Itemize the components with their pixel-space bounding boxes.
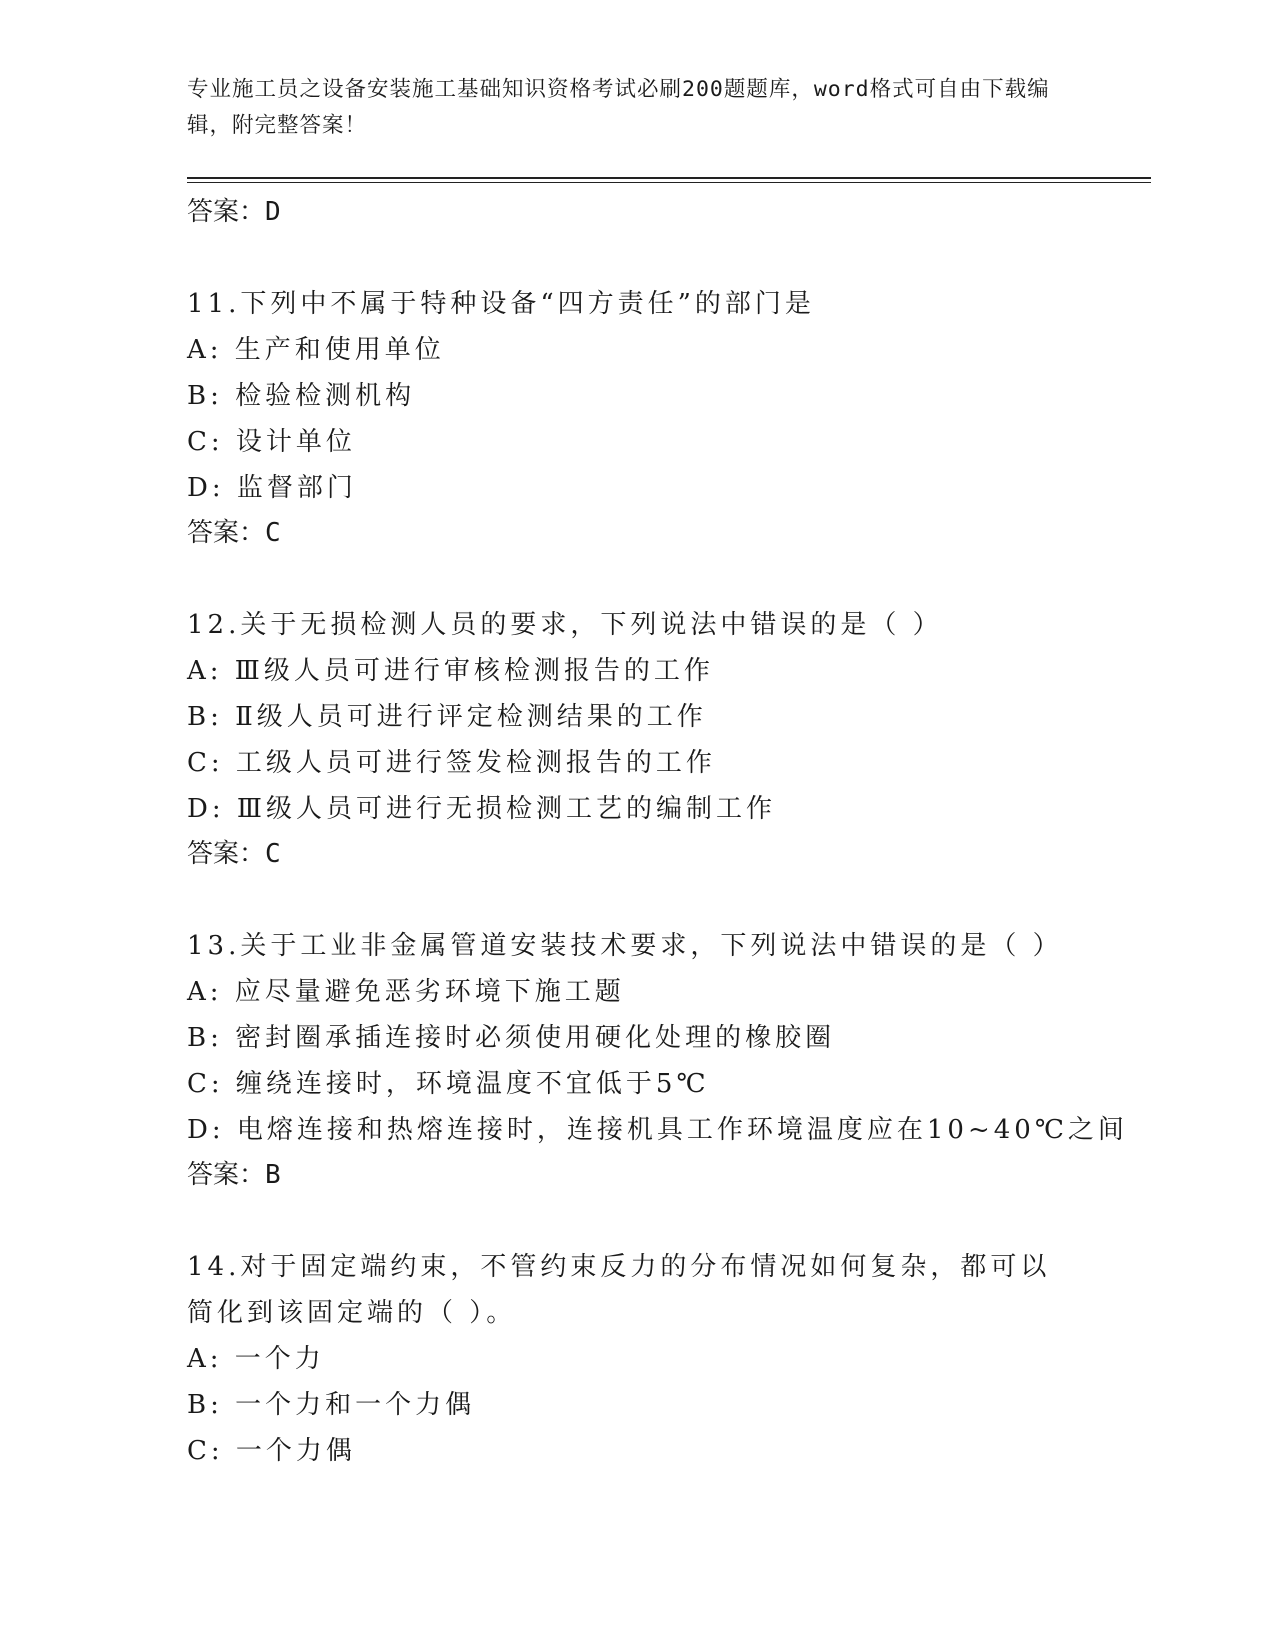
document-header bbox=[187, 72, 1067, 144]
header-title: 专业施工员之设备安装施工基础知识资格考试必刷200题题库，word格式可自由下载编辑，附完整答案！ bbox=[187, 77, 1050, 138]
answer-line: 答案：D bbox=[187, 197, 281, 227]
option-a: A: 一个力 bbox=[187, 1344, 325, 1374]
answer-line: 答案：B bbox=[187, 1160, 281, 1190]
option-c: C: 缠绕连接时，环境温度不宜低于5℃ bbox=[187, 1069, 710, 1099]
option-b: B: 检验检测机构 bbox=[187, 381, 416, 411]
option-a: A: 生产和使用单位 bbox=[187, 335, 445, 365]
option-a: A: Ⅲ级人员可进行审核检测报告的工作 bbox=[187, 656, 714, 686]
question-14 bbox=[187, 1244, 1087, 1474]
answer-line: 答案：C bbox=[187, 518, 281, 548]
header-divider bbox=[187, 177, 1151, 179]
option-d: D: Ⅲ级人员可进行无损检测工艺的编制工作 bbox=[187, 794, 776, 824]
answer-line: 答案：C bbox=[187, 839, 281, 869]
header-divider-thin bbox=[187, 182, 1151, 183]
question-text: 13.关于工业非金属管道安装技术要求，下列说法中错误的是（ ） bbox=[187, 931, 1063, 961]
option-c: C: 一个力偶 bbox=[187, 1436, 356, 1466]
question-text: 14.对于固定端约束，不管约束反力的分布情况如何复杂，都可以简化到该固定端的（ ）。 bbox=[187, 1252, 1051, 1328]
question-list bbox=[187, 190, 1128, 1474]
question-text: 11.下列中不属于特种设备“四方责任”的部门是 bbox=[187, 289, 815, 319]
question-text: 12.关于无损检测人员的要求，下列说法中错误的是（ ） bbox=[187, 610, 943, 640]
question-11 bbox=[187, 281, 1087, 556]
option-c: C: 工级人员可进行签发检测报告的工作 bbox=[187, 748, 716, 778]
option-a: A: 应尽量避免恶劣环境下施工题 bbox=[187, 977, 625, 1007]
option-b: B: 一个力和一个力偶 bbox=[187, 1390, 476, 1420]
option-b: B: Ⅱ级人员可进行评定检测结果的工作 bbox=[187, 702, 707, 732]
question-12 bbox=[187, 602, 1087, 877]
option-b: B: 密封圈承插连接时必须使用硬化处理的橡胶圈 bbox=[187, 1023, 836, 1053]
option-c: C: 设计单位 bbox=[187, 427, 356, 457]
option-d: D: 电熔连接和热熔连接时，连接机具工作环境温度应在10~40℃之间 bbox=[187, 1115, 1128, 1145]
question-13 bbox=[187, 923, 1128, 1198]
option-d: D: 监督部门 bbox=[187, 473, 357, 503]
